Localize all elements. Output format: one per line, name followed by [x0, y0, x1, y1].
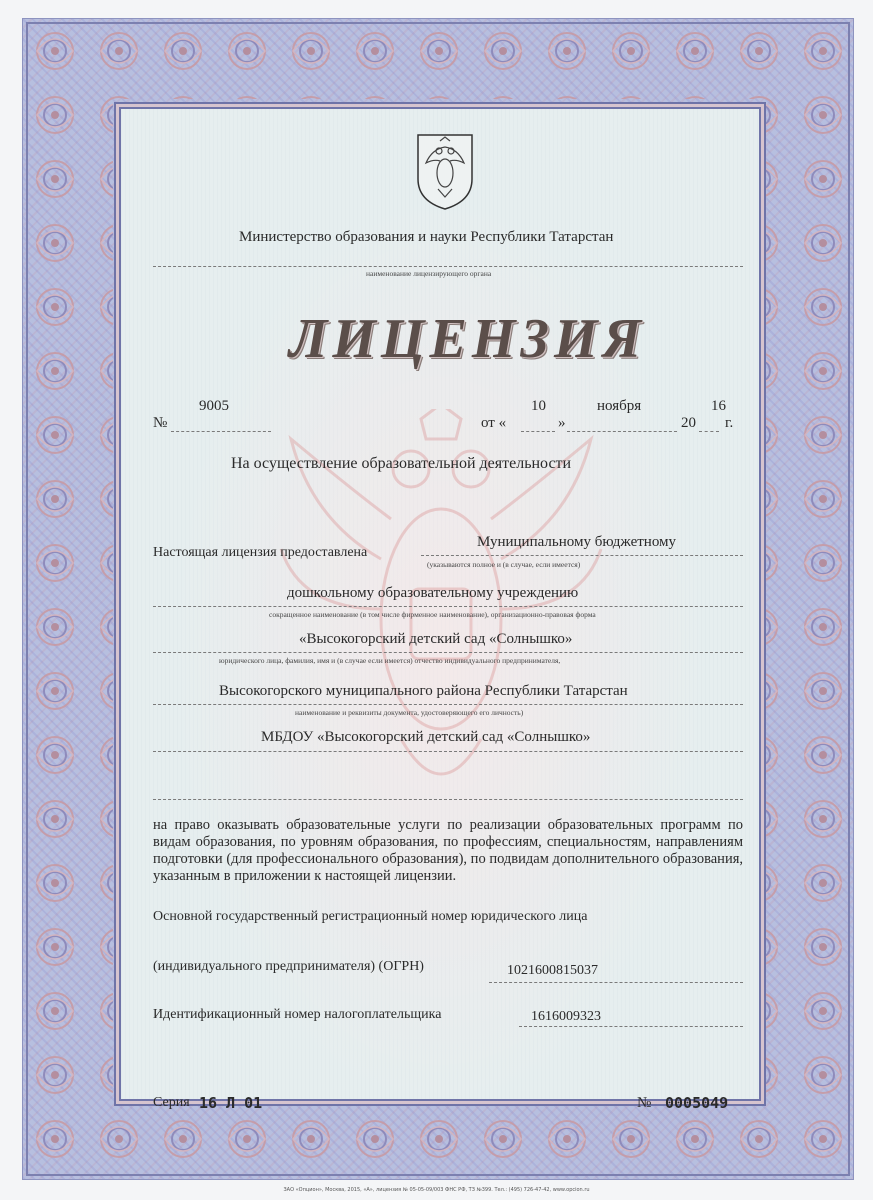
inn-label: Идентификационный номер налогоплательщика	[153, 1007, 442, 1022]
holder-line-4: Высокогорского муниципального района Республики Татарстан	[219, 683, 628, 699]
license-body	[119, 107, 761, 1112]
ogrn-label-line-1: Основной государственный регистрационный номер юридического лица	[153, 909, 588, 924]
holder-line-3: «Высокогорский детский сад «Солнышко»	[299, 631, 573, 647]
date-from-label: от «	[481, 415, 507, 431]
license-border	[22, 18, 854, 1180]
blank-number-label: №	[637, 1095, 652, 1111]
date-year-prefix: 20	[681, 415, 696, 431]
number-label: №	[153, 415, 168, 431]
coat-of-arms-icon	[412, 129, 478, 211]
date-day-underline	[521, 431, 555, 432]
caption-1: (указываются полное и (в случае, если имеется)	[427, 560, 581, 569]
date-month: ноября	[597, 398, 642, 414]
ogrn-underline	[489, 982, 743, 983]
license-number: 9005	[199, 398, 229, 414]
date-year: 16	[711, 398, 726, 414]
granted-label: Настоящая лицензия предоставлена	[153, 545, 368, 560]
caption-4: наименование и реквизиты документа, удостоверяющего его личность)	[295, 708, 524, 717]
ogrn-label-line-2: (индивидуального предпринимателя) (ОГРН)	[153, 959, 424, 974]
holder-line-1: Муниципальному бюджетному	[477, 534, 677, 550]
rights-text: на право оказывать образовательные услуги по реализации образовательных программ по видам образования, по уровням образования, по профессиям, специальностям, направлениям подготовки (для профессионального образования), по подвидам дополнительного образования, указанным в приложении к настоящей лицензии.	[153, 817, 743, 884]
issuer-name: Министерство образования и науки Республики Татарстан	[239, 229, 614, 245]
inn-value: 1616009323	[531, 1009, 601, 1024]
issuer-caption: наименование лицензирующего органа	[366, 269, 492, 278]
caption-3: юридического лица, фамилия, имя и (в случае если имеется) отчество индивидуального предпринимателя,	[219, 656, 561, 665]
issuer-underline	[153, 266, 743, 267]
holder-line-2: дошкольному образовательному учреждению	[287, 585, 579, 601]
holder-line-4-underline	[153, 704, 743, 705]
printer-footer: ЗАО «Опцион», Москва, 2015, «А», лицензия № 05-05-09/003 ФНС РФ, ТЗ №399. Тел.: (495) 726-47-42, www.opcion.ru	[283, 1187, 590, 1193]
ogrn-value: 1021600815037	[507, 963, 598, 978]
series-label: Серия	[153, 1095, 190, 1110]
caption-2: сокращенное наименование (в том числе фирменное наименование), организационно-правовая форма	[269, 610, 596, 619]
date-day: 10	[531, 398, 546, 414]
date-year-underline	[699, 431, 719, 432]
date-day-close: »	[558, 415, 566, 431]
blank-underline	[153, 799, 743, 800]
date-month-underline	[567, 431, 677, 432]
holder-line-3-underline	[153, 652, 743, 653]
blank-number-value: 0005049	[665, 1094, 729, 1112]
holder-line-5: МБДОУ «Высокогорский детский сад «Солнышко»	[261, 729, 591, 745]
holder-line-2-underline	[153, 606, 743, 607]
holder-line-5-underline	[153, 751, 743, 752]
license-purpose: На осуществление образовательной деятельности	[231, 455, 572, 472]
series-value: 16 Л 01	[199, 1094, 263, 1112]
date-year-suffix: г.	[725, 415, 734, 431]
inn-underline	[519, 1026, 743, 1027]
holder-line-1-underline	[421, 555, 743, 556]
document-title: ЛИЦЕНЗИЯ	[289, 308, 647, 370]
number-underline	[171, 431, 271, 432]
